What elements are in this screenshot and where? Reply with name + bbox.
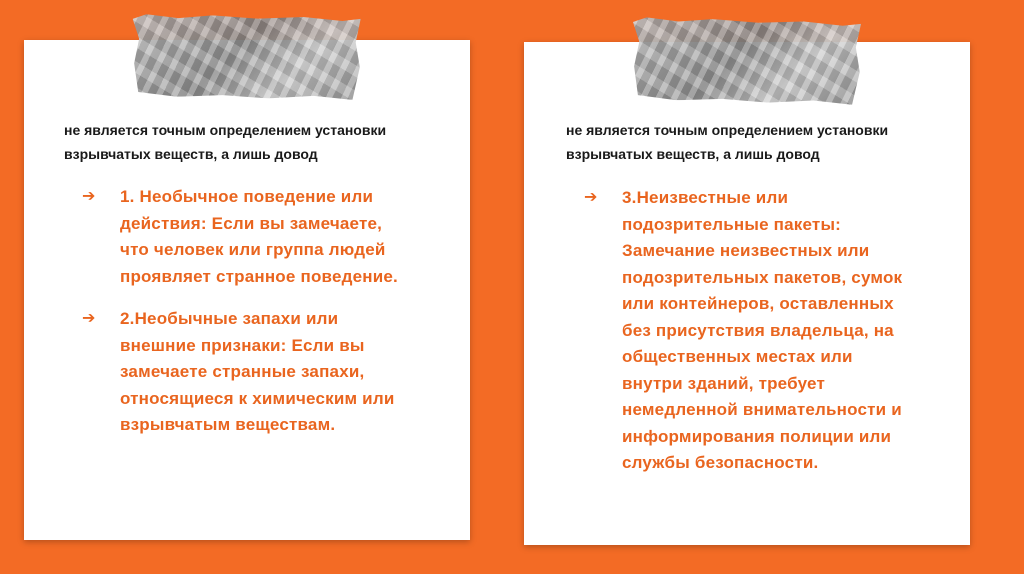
bullet-text: 2.Необычные запахи или внешние признаки: Если вы замечаете странные запахи, относящиеся к химическим или взрывчатым веществам. [120, 309, 395, 434]
arrow-right-icon: ➔ [584, 189, 598, 206]
card-intro-text: не является точным определением установки взрывчатых веществ, а лишь довод [64, 122, 387, 162]
list-item [82, 306, 402, 439]
bullet-text: 1. Необычное поведение или действия: Если вы замечаете, что человек или группа людей проявляет странное поведение. [120, 187, 398, 286]
note-card-right [524, 42, 970, 545]
bullet-list [584, 185, 914, 493]
bullet-list [82, 184, 402, 455]
arrow-right-icon: ➔ [82, 310, 96, 327]
arrow-right-icon: ➔ [82, 188, 96, 205]
card-intro-text: не является точным определением установки взрывчатых веществ, а лишь довод [566, 122, 889, 162]
note-card-left [24, 40, 470, 540]
tape-decoration [131, 14, 360, 100]
bullet-text: 3.Неизвестные или подозрительные пакеты: Замечание неизвестных или подозрительных пакетов, сумок или контейнеров, оставленных без присутствия владельца, на общественных местах или внутри зданий, требует немедленной внимательности и информирования полиции или службы безопасности. [622, 188, 903, 472]
list-item [82, 184, 402, 290]
list-item [584, 185, 914, 477]
tape-decoration [631, 17, 861, 105]
